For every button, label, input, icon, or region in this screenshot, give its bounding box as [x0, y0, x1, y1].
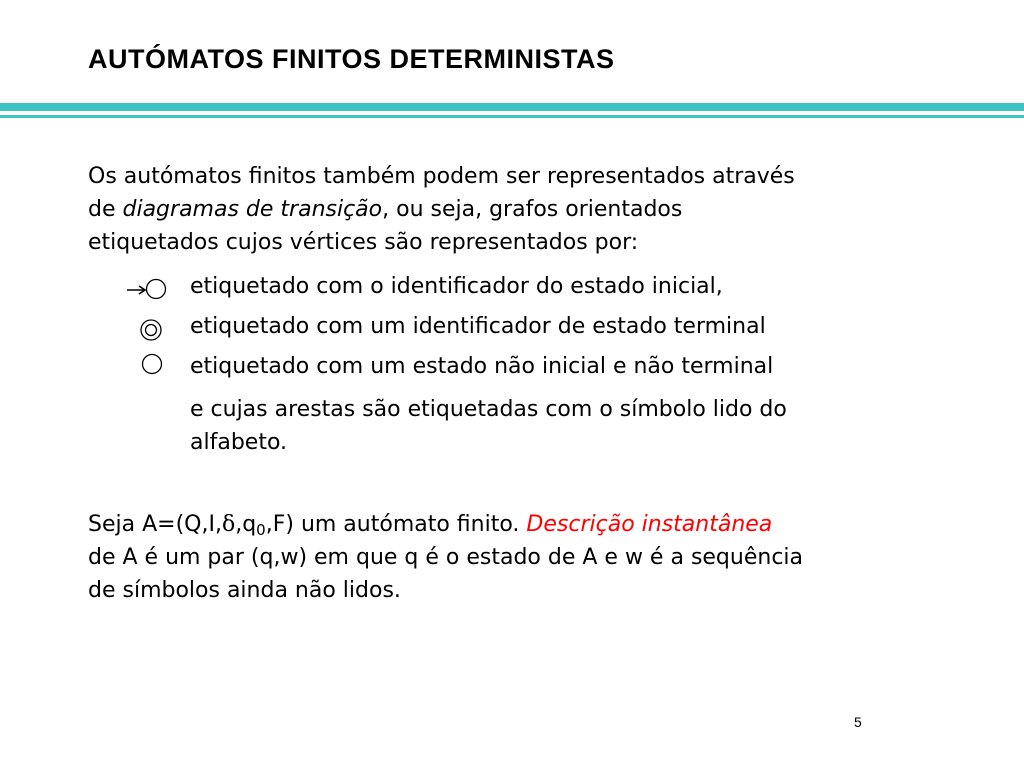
definition-line-1 — [88, 508, 958, 541]
bullet-text-terminal: etiquetado com um identificador de estado terminal — [190, 314, 766, 339]
bullet-terminal-state — [0, 310, 1024, 348]
q0-subscript: 0 — [256, 521, 266, 539]
definition-mid: ,q — [235, 512, 257, 537]
intro-line-2-post: , ou seja, grafos orientados — [382, 197, 683, 222]
delta-symbol: δ — [221, 512, 236, 537]
slide-title: AUTÓMATOS FINITOS DETERMINISTAS — [88, 44, 615, 74]
definition-line-3: de símbolos ainda não lidos. — [88, 578, 401, 603]
title-rule-thin — [0, 115, 1024, 118]
intro-paragraph — [88, 160, 958, 259]
bullet-text-regular: etiquetado com um estado não inicial e não terminal — [190, 354, 774, 379]
definition-pre: Seja A=(Q,I, — [88, 512, 222, 537]
intro-term: diagramas de transição — [122, 197, 383, 222]
arrow-circle-icon — [126, 277, 170, 301]
intro-line-1: Os autómatos finitos também podem ser representados através — [88, 164, 795, 189]
double-circle-icon — [139, 318, 163, 342]
bullet-regular-state — [0, 350, 1024, 388]
circle-icon — [140, 352, 164, 376]
edges-paragraph — [190, 393, 950, 459]
edges-line-1: e cujas arestas são etiquetadas com o símbolo lido do — [190, 397, 787, 422]
definition-post: ,F) um autómato finito. — [265, 512, 527, 537]
edges-line-2: alfabeto. — [190, 430, 288, 455]
definition-highlight: Descrição instantânea — [526, 512, 773, 537]
definition-paragraph — [88, 508, 958, 607]
intro-line-2-pre: de — [88, 197, 123, 222]
definition-line-2: de A é um par (q,w) em que q é o estado de A e w é a sequência — [88, 545, 804, 570]
bullet-initial-state — [0, 270, 1024, 308]
title-rule-thick — [0, 103, 1024, 111]
intro-line-3: etiquetados cujos vértices são representados por: — [88, 230, 639, 255]
bullet-text-initial: etiquetado com o identificador do estado inicial, — [190, 274, 723, 299]
page-number: 5 — [854, 714, 862, 730]
intro-line-2 — [88, 193, 958, 226]
